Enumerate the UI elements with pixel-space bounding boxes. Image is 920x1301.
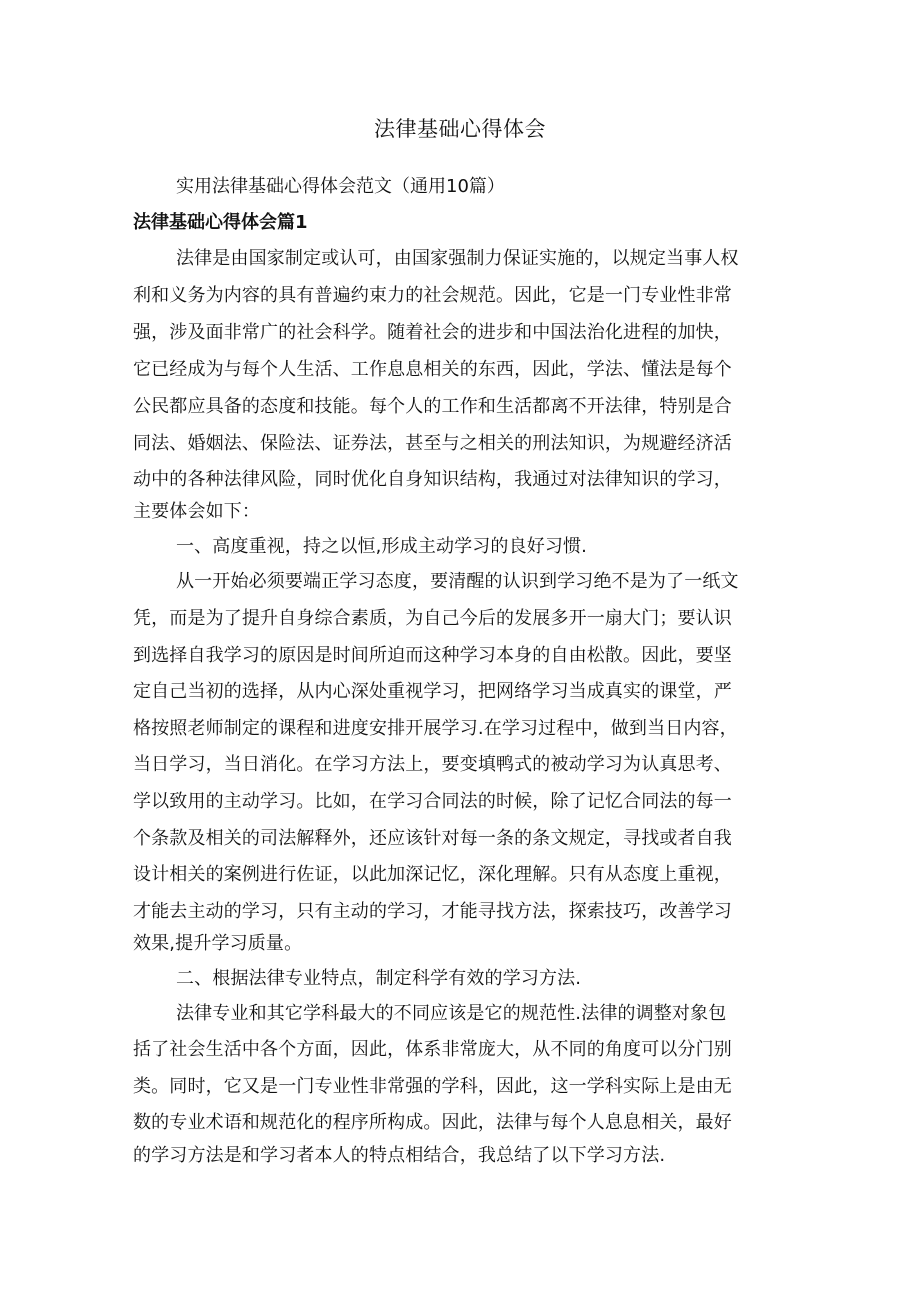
paragraph-line: 到选择自我学习的原因是时间所迫而这种学习本身的自由松散。因此，要坚: [133, 645, 732, 666]
paragraph-line: 主要体会如下：: [133, 501, 261, 522]
paragraph-line: 括了社会生活中各个方面，因此，体系非常庞大，从不同的角度可以分门别: [133, 1039, 732, 1060]
paragraph-line: 的学习方法是和学习者本人的特点相结合，我总结了以下学习方法.: [133, 1145, 666, 1166]
paragraph-line: 学以致用的主动学习。比如，在学习合同法的时候，除了记忆合同法的每一: [133, 791, 732, 812]
paragraph-line: 它已经成为与每个人生活、工作息息相关的东西，因此，学法、懂法是每个: [133, 359, 732, 380]
paragraph-line: 利和义务为内容的具有普遍约束力的社会规范。因此，它是一门专业性非常: [133, 285, 732, 306]
paragraph-line: 个条款及相关的司法解释外，还应该针对每一条的条文规定，寻找或者自我: [133, 828, 732, 849]
paragraph-line: 格按照老师制定的课程和进度安排开展学习.在学习过程中，做到当日内容，: [133, 718, 738, 739]
paragraph-line: 数的专业术语和规范化的程序所构成。因此，法律与每个人息息相关，最好: [133, 1112, 732, 1133]
section-heading: 法律基础心得体会篇1: [133, 212, 308, 233]
paragraph-line: 定自己当初的选择，从内心深处重视学习，把网络学习当成真实的课堂，严: [133, 681, 732, 702]
document-title: 法律基础心得体会: [374, 117, 546, 141]
paragraph-line: 类。同时，它又是一门专业性非常强的学科，因此，这一学科实际上是由无: [133, 1076, 732, 1097]
document-subtitle: 实用法律基础心得体会范文（通用10篇）: [176, 176, 505, 197]
paragraph-line: 效果,提升学习质量。: [133, 933, 303, 954]
paragraph-line: 法律专业和其它学科最大的不同应该是它的规范性.法律的调整对象包: [176, 1003, 727, 1024]
paragraph-line: 从一开始必须要端正学习态度，要清醒的认识到学习绝不是为了一纸文: [176, 571, 739, 592]
paragraph-line: 强，涉及面非常广的社会科学。随着社会的进步和中国法治化进程的加快，: [133, 322, 732, 343]
paragraph-line: 凭，而是为了提升自身综合素质，为自己今后的发展多开一扇大门；要认识: [133, 608, 732, 629]
paragraph-line: 法律是由国家制定或认可，由国家强制力保证实施的，以规定当事人权: [176, 248, 739, 269]
paragraph-line: 二、根据法律专业特点，制定科学有效的学习方法.: [176, 968, 582, 989]
paragraph-line: 同法、婚姻法、保险法、证券法，甚至与之相关的刑法知识，为规避经济活: [133, 433, 732, 454]
paragraph-line: 公民都应具备的态度和技能。每个人的工作和生活都离不开法律，特别是合: [133, 396, 732, 417]
paragraph-line: 一、高度重视，持之以恒,形成主动学习的良好习惯.: [176, 536, 588, 557]
paragraph-line: 当日学习，当日消化。在学习方法上，要变填鸭式的被动学习为认真思考、: [133, 754, 732, 775]
paragraph-line: 才能去主动的学习，只有主动的学习，才能寻找方法，探索技巧，改善学习: [133, 901, 732, 922]
paragraph-line: 设计相关的案例进行佐证，以此加深记忆，深化理解。只有从态度上重视，: [133, 864, 732, 885]
paragraph-line: 动中的各种法律风险，同时优化自身知识结构，我通过对法律知识的学习，: [133, 469, 732, 490]
